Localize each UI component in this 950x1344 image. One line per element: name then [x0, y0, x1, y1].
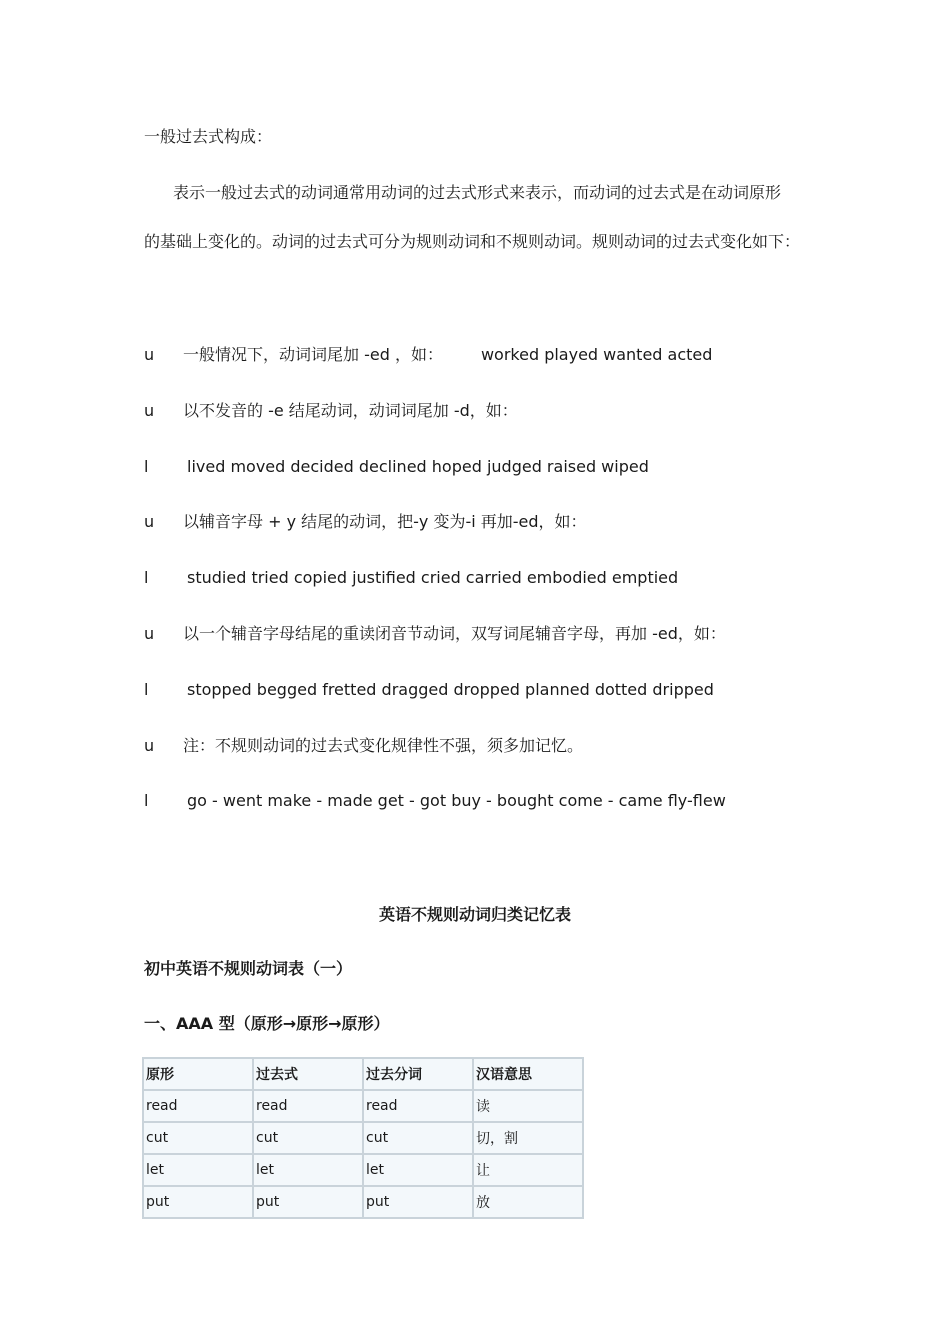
rule-text: 以一个辅音字母结尾的重读闭音节动词，双写词尾辅音字母，再加 -ed，如：	[183, 624, 726, 643]
cell-base-form: let	[143, 1154, 253, 1186]
cell-meaning: 切，割	[473, 1122, 583, 1154]
cell-meaning: 让	[473, 1154, 583, 1186]
verb-table	[142, 1057, 584, 1219]
rule-item	[144, 344, 712, 366]
header-base-form: 原形	[143, 1058, 253, 1090]
header-chinese-meaning: 汉语意思	[473, 1058, 583, 1090]
rule-text: 注：不规则动词的过去式变化规律性不强，须多加记忆。	[183, 736, 584, 755]
bullet-marker: l	[144, 791, 149, 810]
cell-meaning: 读	[473, 1090, 583, 1122]
rule-item	[144, 623, 726, 645]
rule-examples: worked played wanted acted	[480, 345, 713, 364]
cell-base-form: cut	[143, 1122, 253, 1154]
table-row	[143, 1090, 583, 1122]
intro-paragraph-line-1: 表示一般过去式的动词通常用动词的过去式形式来表示，而动词的过去式是在动词原形	[173, 183, 782, 202]
bullet-marker: u	[144, 512, 155, 531]
bullet-marker: u	[144, 624, 155, 643]
table-row	[143, 1122, 583, 1154]
table-row	[143, 1186, 583, 1218]
rule-item	[144, 511, 587, 533]
rule-item	[144, 400, 518, 422]
cell-past-tense: put	[253, 1186, 363, 1218]
header-past-participle: 过去分词	[363, 1058, 473, 1090]
intro-paragraph-line-2: 的基础上变化的。动词的过去式可分为规则动词和不规则动词。规则动词的过去式变化如下：	[144, 232, 801, 251]
cell-past-participle: cut	[363, 1122, 473, 1154]
cell-past-participle: read	[363, 1090, 473, 1122]
bullet-marker: l	[144, 680, 149, 699]
intro-heading: 一般过去式构成：	[144, 127, 273, 146]
header-past-tense: 过去式	[253, 1058, 363, 1090]
section-title: 英语不规则动词归类记忆表	[378, 905, 571, 924]
cell-past-participle: put	[363, 1186, 473, 1218]
cell-past-participle: let	[363, 1154, 473, 1186]
example-item	[144, 790, 726, 812]
cell-meaning: 放	[473, 1186, 583, 1218]
cell-past-tense: cut	[253, 1122, 363, 1154]
example-text: studied tried copied justified cried carried embodied emptied	[187, 568, 679, 587]
example-text: lived moved decided declined hoped judged raised wiped	[187, 457, 649, 476]
bullet-marker: u	[144, 345, 155, 364]
cell-base-form: read	[143, 1090, 253, 1122]
cell-base-form: put	[143, 1186, 253, 1218]
bullet-marker: l	[144, 568, 149, 587]
table-header-row	[143, 1058, 583, 1090]
rule-text: 以不发音的 -e 结尾动词，动词词尾加 -d，如：	[183, 401, 518, 420]
rule-item	[144, 735, 583, 757]
rule-text: 以辅音字母 + y 结尾的动词，把-y 变为-i 再加-ed，如：	[183, 512, 587, 531]
section-subtitle: 初中英语不规则动词表（一）	[144, 959, 353, 978]
bullet-marker: l	[144, 457, 149, 476]
cell-past-tense: let	[253, 1154, 363, 1186]
table-row	[143, 1154, 583, 1186]
example-item	[144, 567, 678, 589]
rule-text: 一般情况下，动词词尾加 -ed ，如：	[183, 345, 443, 364]
example-text: stopped begged fretted dragged dropped planned dotted dripped	[187, 680, 714, 699]
example-item	[144, 679, 714, 701]
group-heading: 一、AAA 型（原形→原形→原形）	[144, 1014, 390, 1033]
bullet-marker: u	[144, 401, 155, 420]
example-item	[144, 456, 649, 478]
bullet-marker: u	[144, 736, 155, 755]
cell-past-tense: read	[253, 1090, 363, 1122]
example-text: go - went make - made get - got buy - bought come - came fly-flew	[187, 791, 726, 810]
